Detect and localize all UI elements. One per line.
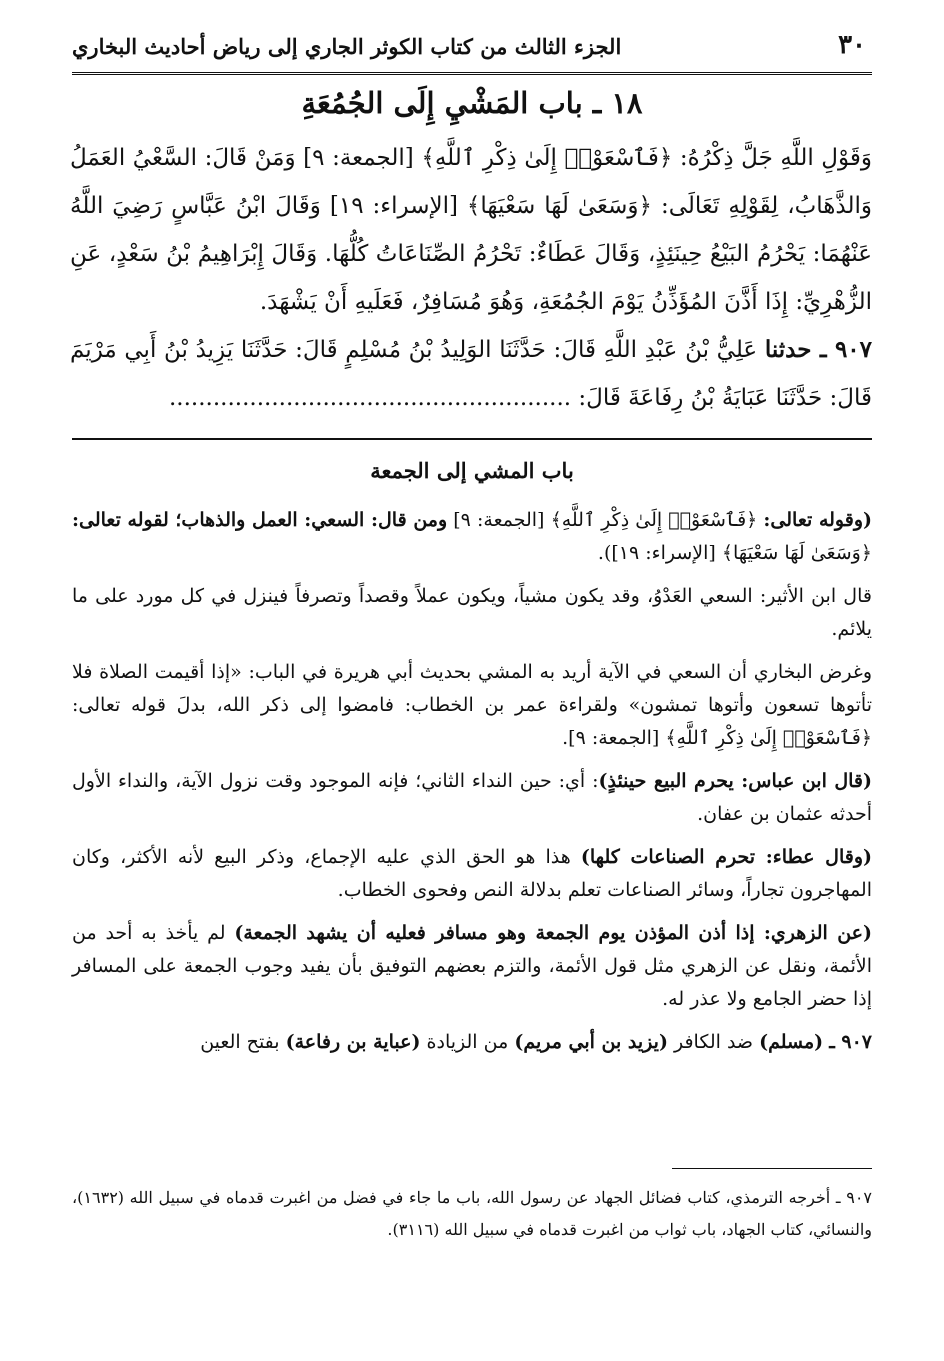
bold-lemma: (عباية بن رفاعة)	[285, 1031, 421, 1053]
commentary-text: وغرض البخاري أن السعي في الآية أريد به المشي بحديث أبي هريرة في الباب: «إذا أقيمت الصلاة فلا تأتوها تسعون وأتوها تمشون» ولقراءة عمر بن الخطاب: فامضوا إلى ذكر الله، بدلَ قوله تعالى:	[72, 661, 872, 716]
punctuation: .	[597, 542, 604, 564]
commentary-paragraph	[72, 765, 872, 831]
matn-text: وَقَالَ ابْنُ عَبَّاسٍ رَضِيَ اللَّهُ عَنْهُمَا: يَحْرُمُ البَيْعُ حِينَئِذٍ، وَقَالَ عَطَاءٌ: تَحْرُمُ الصِّنَاعَاتُ كُلُّهَا. وَقَالَ إِبْرَاهِيمُ بْنُ سَعْدٍ، عَنِ الزُّهْرِيِّ: إِذَا أَذَّنَ المُؤَذِّنُ يَوْمَ الجُمُعَةِ، وَهُوَ مُسَافِرٌ، فَعَلَيهِ أَنْ يَشْهَدَ.	[70, 193, 872, 315]
commentary-text: بفتح العين	[200, 1031, 280, 1053]
page-number: ٣٠	[838, 30, 866, 60]
commentary-paragraph	[72, 656, 872, 755]
bold-lemma: (وقال عطاء: تحرم الصناعات كلها)	[580, 846, 872, 868]
matn-text: وَمَنْ قَالَ: السَّعْيُ العَمَلُ وَالذَّهَابُ، لِقَوْلِهِ تَعَالَى:	[70, 145, 872, 219]
commentary-paragraph	[72, 1026, 872, 1059]
matn-paragraph	[70, 134, 872, 326]
hadith-number: ٩٠٧ ـ حدثنا	[764, 336, 872, 363]
verse-reference: [الجمعة: ٩].	[562, 727, 660, 749]
running-header	[72, 30, 866, 70]
footnote	[72, 1182, 872, 1246]
bold-lemma: (عن الزهري: إذا أذن المؤذن يوم الجمعة وهو مسافر فعليه أن يشهد الجمعة)	[234, 922, 872, 944]
header-divider	[72, 72, 872, 75]
footnote-divider	[672, 1168, 872, 1169]
running-title: الجزء الثالث من كتاب الكوثر الجاري إلى رياض أحاديث البخاري	[72, 34, 622, 59]
commentary-text: هذا هو الحق الذي عليه الإجماع، وذكر البيع لأنه الأكثر، وكان المهاجرون تجاراً، وسائر الصناعات تعلم بدلالة النص وفحوى الخطاب.	[72, 846, 872, 901]
commentary-heading: باب المشي إلى الجمعة	[370, 458, 574, 483]
quran-verse: ﴿وَسَعَىٰ لَهَا سَعْيَهَا﴾	[466, 193, 652, 219]
matn-intro: وَقَوْلِ اللَّهِ جَلَّ ذِكْرُهُ:	[679, 145, 873, 171]
hadith-text-block	[70, 134, 872, 422]
quran-verse: ﴿وَسَعَىٰ لَهَا سَعْيَهَا﴾	[721, 542, 872, 564]
verse-reference: [الجمعة: ٩]	[453, 509, 545, 531]
ellipsis-dots: .......................................................	[168, 385, 572, 411]
commentary-text: من الزيادة	[426, 1031, 509, 1053]
hadith-number: ٩٠٧ ـ	[829, 1031, 872, 1053]
commentary-paragraph	[72, 504, 872, 570]
section-divider	[72, 438, 872, 440]
quran-verse: ﴿فَٱسْعَوْا۟ إِلَىٰ ذِكْرِ ٱللَّهِ﴾	[665, 727, 872, 749]
quran-verse: ﴿فَٱسْعَوْا۟ إِلَىٰ ذِكْرِ ٱللَّهِ﴾	[550, 509, 758, 531]
footnote-text: ٩٠٧ ـ أخرجه الترمذي، كتاب فضائل الجهاد عن رسول الله، باب ما جاء في فضل من اغبرت قدماه في سبيل الله (١٦٣٢)، والنسائي، كتاب الجهاد، باب ثواب من اغبرت قدماه في سبيل الله (٣١١٦).	[72, 1188, 872, 1239]
commentary-paragraph	[72, 841, 872, 907]
commentary-text: : أي: حين النداء الثاني؛ فإنه الموجود وقت نزول الآية، والنداء الأول أحدثه عثمان بن عفان.	[72, 770, 872, 825]
verse-reference: [الجمعة: ٩]	[303, 145, 414, 171]
bold-lemma: (قال ابن عباس: يحرم البيع حينئذٍ)	[598, 770, 873, 792]
commentary-paragraph: قال ابن الأثير: السعي العَدْوُ، وقد يكون مشياً، ويكون عملاً وقصداً وتصرفاً فينزل في كل مورد على ما يلائم.	[72, 585, 872, 640]
isnad-text: عَلِيُّ بْنُ عَبْدِ اللَّهِ قَالَ: حَدَّثَنَا الوَلِيدُ بْنُ مُسْلِمٍ قَالَ: حَدَّثَنَا يَزِيدُ بْنُ أَبِي مَرْيَمَ قَالَ: حَدَّثَنَا عَبَايَةُ بْنُ رِفَاعَةَ قَالَ:	[70, 337, 872, 411]
commentary-text: لم يأخذ به أحد من الأئمة، ونقل عن الزهري مثل قول الأئمة، والتزم بعضهم التوفيق بأن يفيد وجوب الجمعة على المسافر إذا حضر الجامع ولا عذر له.	[72, 922, 872, 1010]
chapter-title: ١٨ ـ باب المَشْيِ إِلَى الجُمُعَةِ	[301, 86, 643, 120]
commentary-text: ضد الكافر	[673, 1031, 754, 1053]
bold-lemma: (مسلم)	[759, 1031, 824, 1053]
verse-reference: [الإسراء: ١٩])	[603, 542, 716, 564]
bold-lemma: (يزيد بن أبي مريم)	[514, 1031, 668, 1053]
quran-verse: ﴿فَٱسْعَوْا۟ إِلَىٰ ذِكْرِ ٱللَّهِ﴾	[421, 145, 673, 171]
hadith-isnad	[70, 326, 872, 422]
commentary-block	[72, 504, 872, 1069]
commentary-paragraph	[72, 917, 872, 1016]
verse-reference: [الإسراء: ١٩]	[329, 193, 458, 219]
bold-lemma: (وقوله تعالى:	[763, 509, 872, 531]
bold-lemma: ومن قال: السعي: العمل والذهاب؛ لقوله تعالى:	[72, 509, 448, 531]
